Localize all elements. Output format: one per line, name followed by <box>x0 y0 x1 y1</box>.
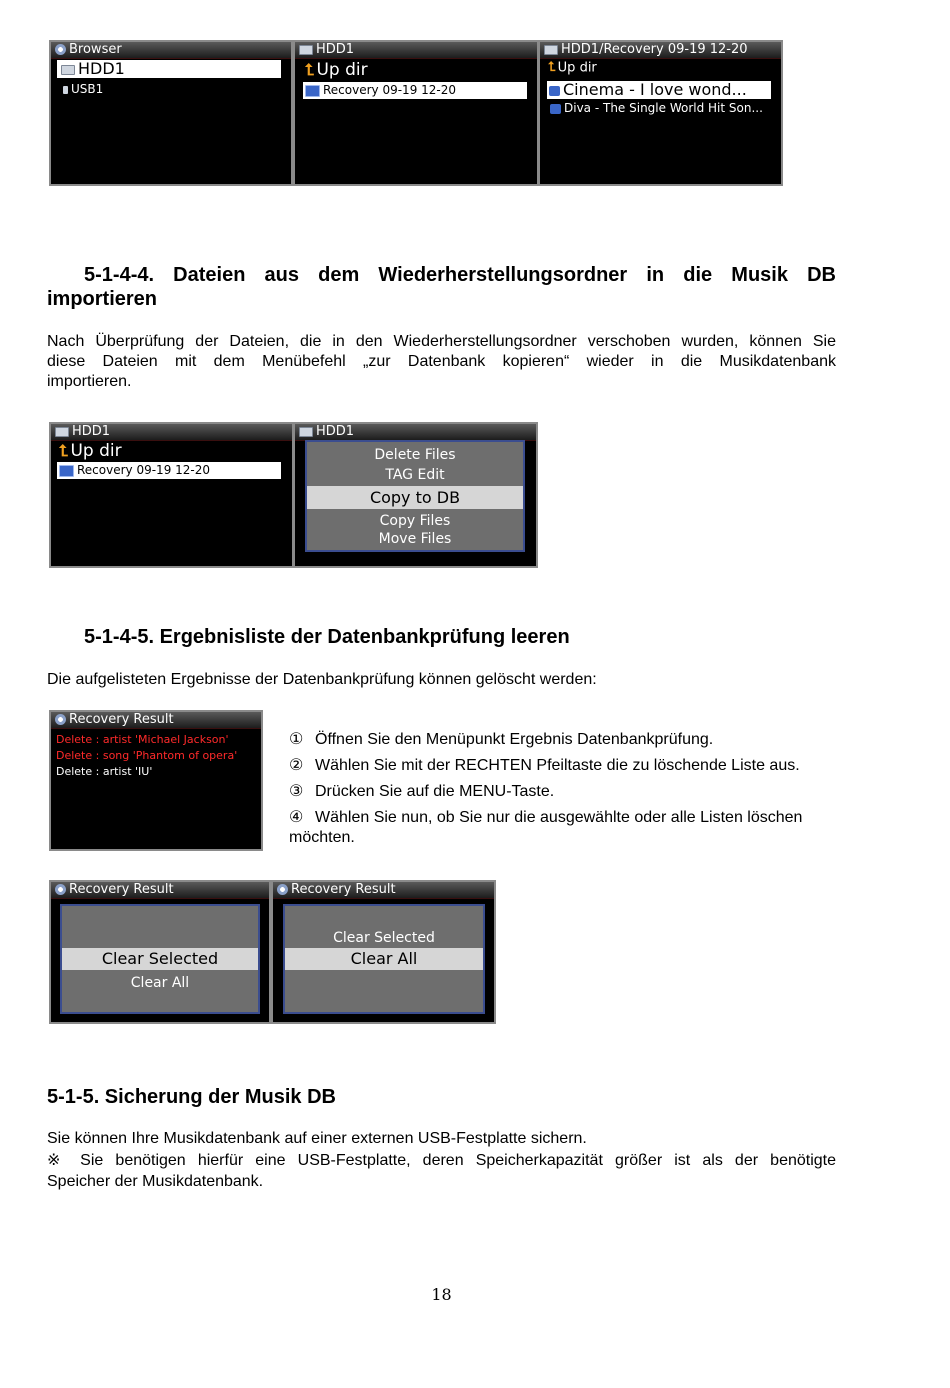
hdd1-screen <box>293 40 539 186</box>
step-3: ③ Drücken Sie auf die MENU-Taste. <box>289 783 555 800</box>
screen-title: Browser <box>69 42 122 57</box>
recovery-icon <box>55 714 66 725</box>
screen-title: HDD1 <box>72 424 111 439</box>
screen-title: Recovery Result <box>69 882 174 897</box>
list-item[interactable]: Cinema - I love wond... <box>547 81 771 99</box>
step-1: ① Öffnen Sie den Menüpunkt Ergebnis Datenbankprüfung. <box>289 731 714 748</box>
menu-item-move-files[interactable]: Move Files <box>378 531 452 547</box>
menu-item-copy-to-db[interactable]: Copy to DB <box>307 486 523 509</box>
hdd-icon <box>544 45 558 55</box>
up-arrow-icon: ⮤ <box>59 441 69 460</box>
list-item[interactable]: Recovery 09-19 12-20 <box>303 82 527 99</box>
up-dir-item[interactable]: ⮤ Up dir <box>59 441 122 461</box>
section-heading: 5-1-4-4. Dateien aus dem Wiederherstellungsordner in die Musik DB <box>84 264 836 286</box>
hdd1-screen <box>49 422 294 568</box>
list-item[interactable]: HDD1 <box>57 60 281 78</box>
clear-menu <box>283 904 485 1014</box>
menu-item-tag-edit[interactable]: TAG Edit <box>385 467 445 483</box>
hdd1-menu-screen <box>293 422 538 568</box>
paragraph-line: Die aufgelisteten Ergebnisse der Datenbankprüfung können gelöscht werden: <box>47 671 597 688</box>
recovery-folder-screen <box>538 40 783 186</box>
clear-menu <box>60 904 260 1014</box>
result-line[interactable]: Delete : artist 'Michael Jackson' <box>56 733 229 746</box>
screen-title: Recovery Result <box>69 712 174 727</box>
list-item[interactable]: USB1 <box>63 82 103 96</box>
context-menu <box>305 440 525 552</box>
menu-item-clear-all[interactable]: Clear All <box>285 948 483 970</box>
result-line[interactable]: Delete : song 'Phantom of opera' <box>56 749 238 762</box>
clear-all-screen <box>271 880 496 1024</box>
up-dir-item[interactable]: ⮤ Up dir <box>305 60 368 80</box>
page-number: 18 <box>431 1285 452 1304</box>
screen-title: Recovery Result <box>291 882 396 897</box>
up-dir-item[interactable]: ⮤ Up dir <box>548 60 597 76</box>
step-4-cont: möchten. <box>289 829 355 846</box>
section-heading: 5-1-4-5. Ergebnisliste der Datenbankprüfung leeren <box>84 626 570 648</box>
up-arrow-icon: ⮤ <box>305 60 315 79</box>
result-line[interactable]: Delete : artist 'IU' <box>56 765 153 778</box>
music-icon <box>550 104 561 114</box>
usb-icon <box>63 86 68 94</box>
list-item[interactable]: Recovery 09-19 12-20 <box>57 462 281 479</box>
menu-item-clear-all[interactable]: Clear All <box>130 975 190 991</box>
paragraph-line: Nach Überprüfung der Dateien, die in den Wiederherstellungsordner verschoben wurden, können Sie <box>47 333 836 350</box>
browser-screen <box>49 40 293 186</box>
recovery-icon <box>277 884 288 895</box>
paragraph-line: Sie können Ihre Musikdatenbank auf einer externen USB-Festplatte sichern. <box>47 1130 587 1147</box>
browser-icon <box>55 44 66 55</box>
hdd-icon <box>55 427 69 437</box>
folder-icon <box>59 465 74 477</box>
recovery-icon <box>55 884 66 895</box>
paragraph-line: diese Dateien mit dem Menübefehl „zur Datenbank kopieren“ wieder in die Musikdatenbank <box>47 353 836 370</box>
screen-title: HDD1 <box>316 424 355 439</box>
section-heading: 5-1-5. Sicherung der Musik DB <box>47 1086 336 1108</box>
screen-title: HDD1/Recovery 09-19 12-20 <box>561 42 748 57</box>
menu-item-copy-files[interactable]: Copy Files <box>379 513 451 529</box>
hdd-icon <box>299 427 313 437</box>
list-item[interactable]: Diva - The Single World Hit Son... <box>550 101 778 115</box>
folder-icon <box>305 85 320 97</box>
paragraph-line: ※ Sie benötigen hierfür eine USB-Festplatte, deren Speicherkapazität größer ist als der benötigte <box>47 1152 836 1169</box>
clear-selected-screen <box>49 880 271 1024</box>
recovery-result-screen <box>49 710 263 851</box>
section-heading-cont: importieren <box>47 288 158 310</box>
music-icon <box>549 86 560 96</box>
up-arrow-icon: ⮤ <box>548 60 556 75</box>
hdd-icon <box>61 65 75 75</box>
menu-item-clear-selected[interactable]: Clear Selected <box>62 948 258 970</box>
step-4: ④ Wählen Sie nun, ob Sie nur die ausgewählte oder alle Listen löschen <box>289 809 803 826</box>
paragraph-line: Speicher der Musikdatenbank. <box>47 1173 264 1190</box>
step-2: ② Wählen Sie mit der RECHTEN Pfeiltaste die zu löschende Liste aus. <box>289 757 800 774</box>
hdd-icon <box>299 45 313 55</box>
menu-item-clear-selected[interactable]: Clear Selected <box>333 930 435 946</box>
menu-item-delete-files[interactable]: Delete Files <box>374 447 456 463</box>
paragraph-line: importieren. <box>47 373 132 390</box>
screen-title: HDD1 <box>316 42 355 57</box>
